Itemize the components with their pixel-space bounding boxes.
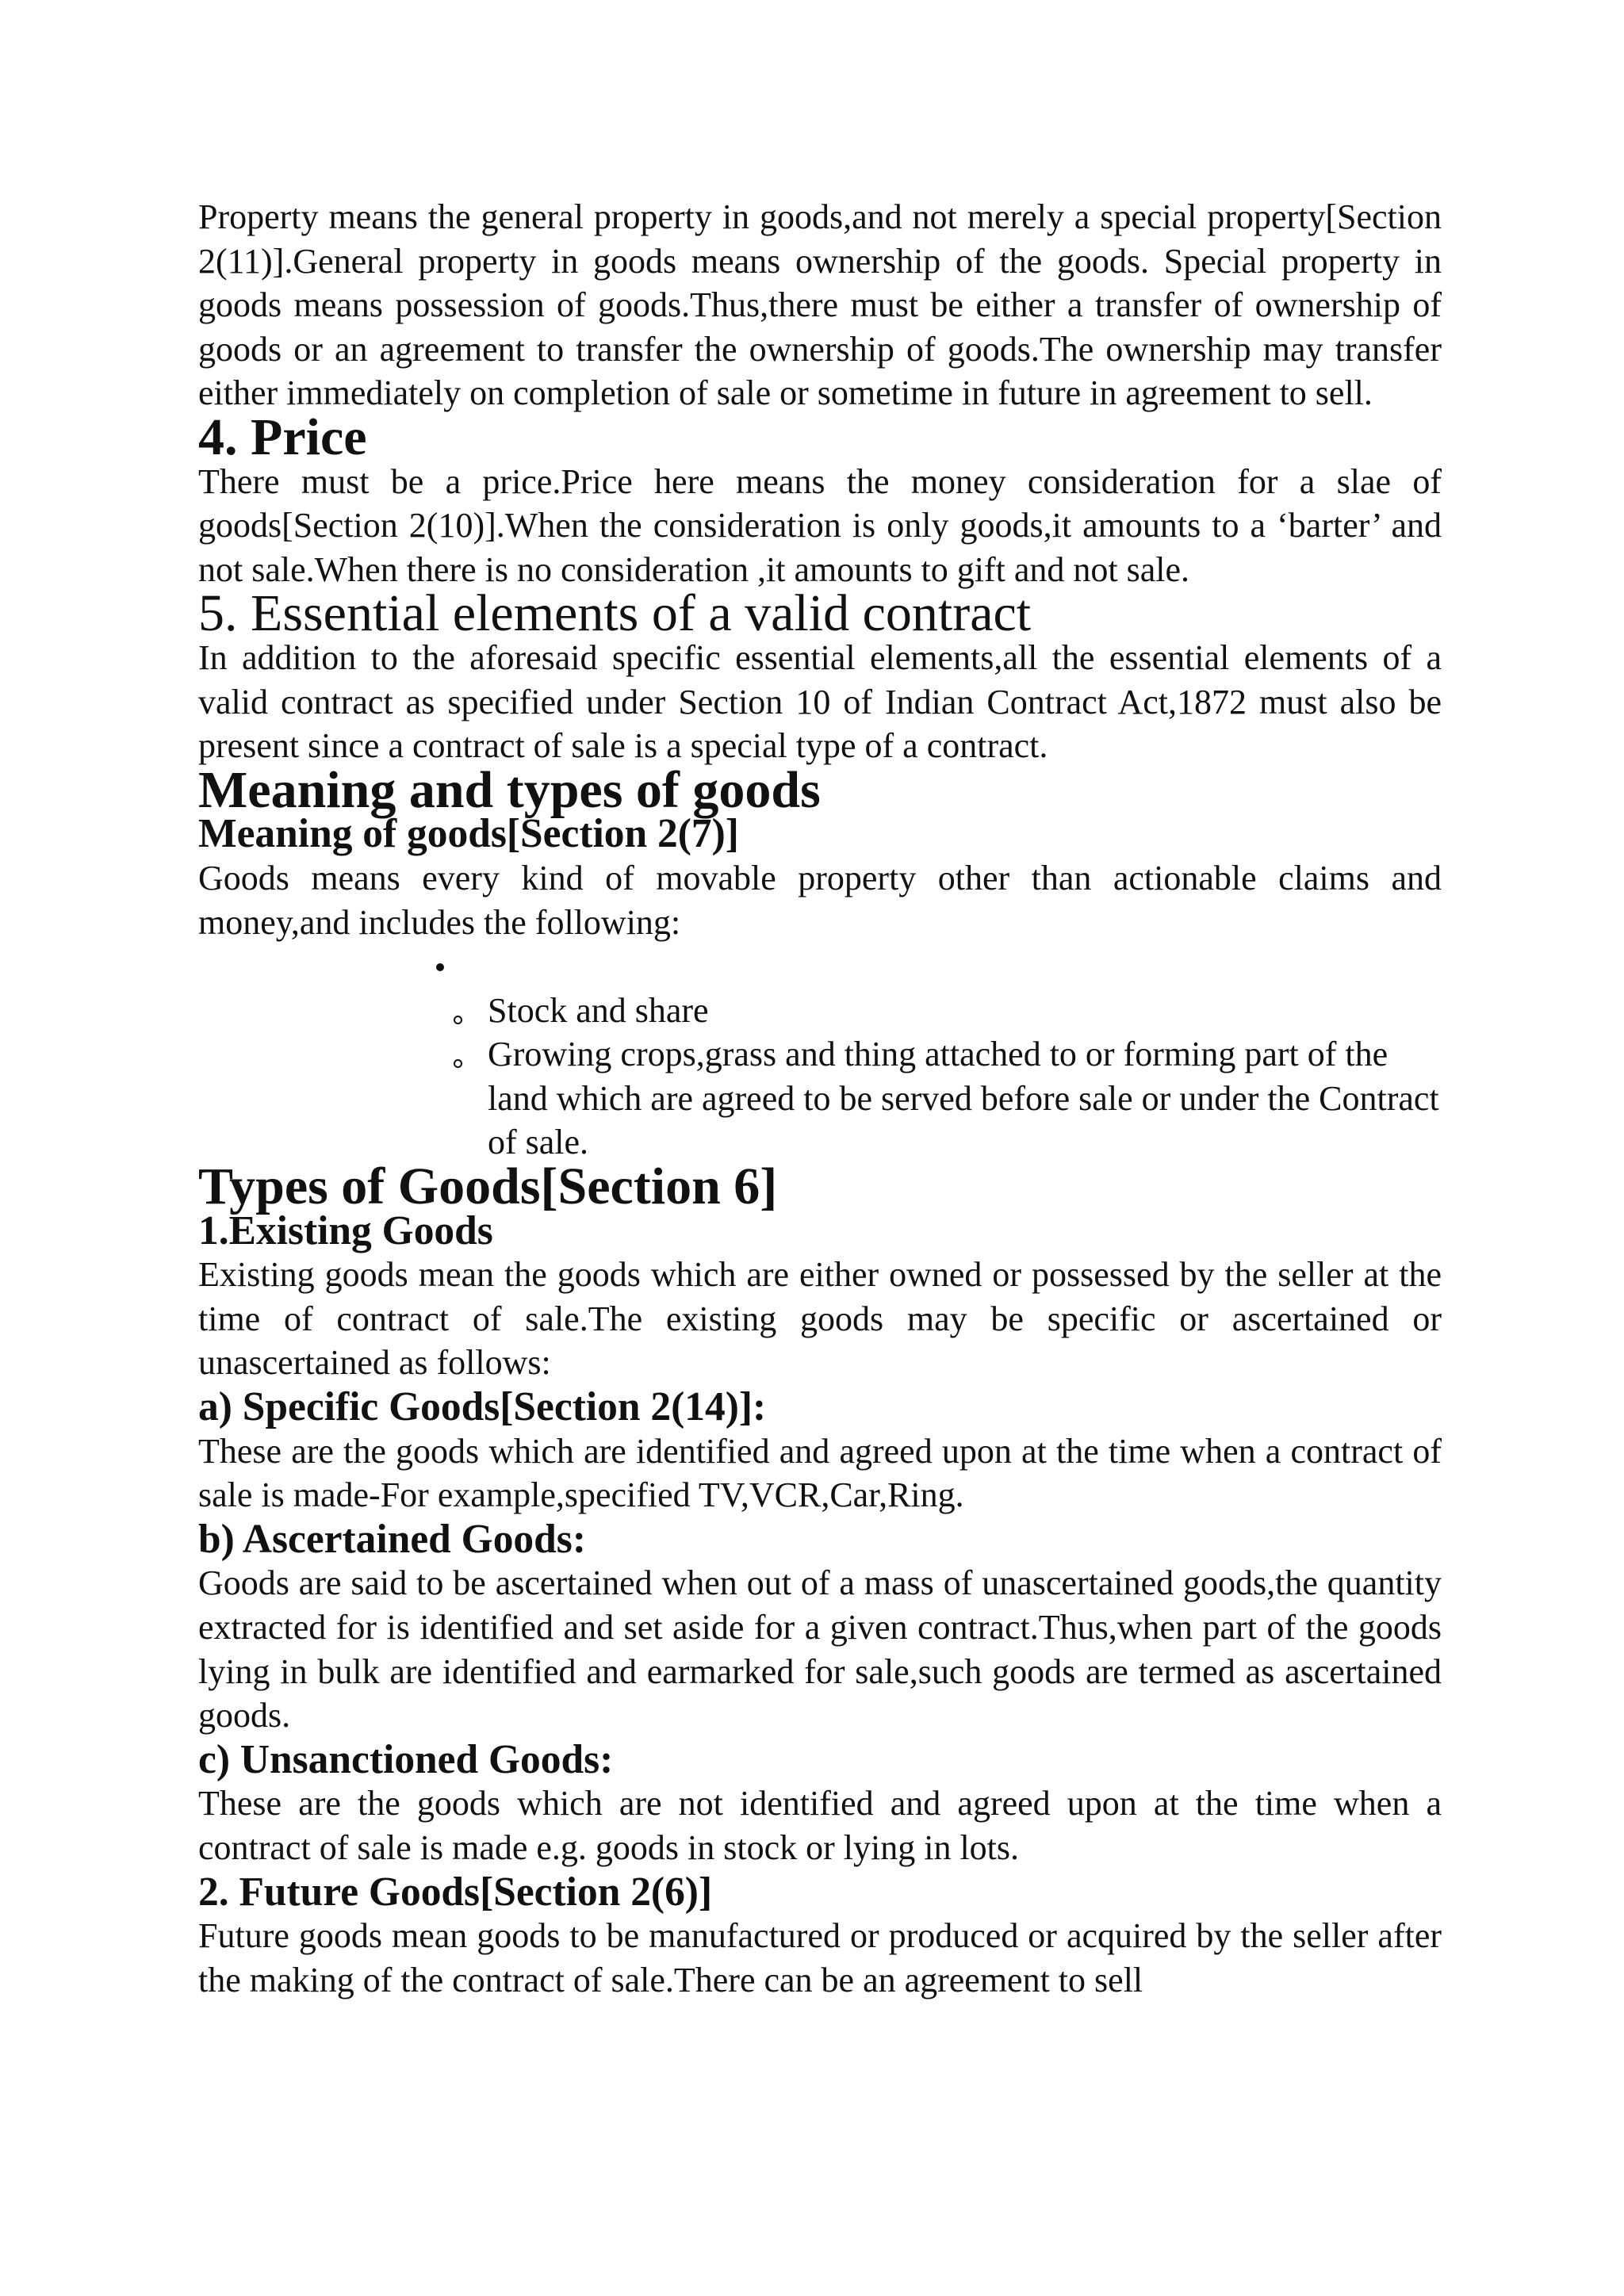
future-goods-paragraph: Future goods mean goods to be manufactured or produced or acquired by the seller after the making of the contract of sale.There can be an agreement to sell — [198, 1916, 1442, 1999]
meaning-types-heading: Meaning and types of goods — [198, 760, 821, 819]
essential-elements-heading: 5. Essential elements of a valid contract — [198, 584, 1032, 643]
existing-goods-heading: 1.Existing Goods — [198, 1207, 493, 1253]
list-item — [198, 989, 1442, 1033]
list-item-text: Growing crops,grass and thing attached to or forming part of the land which are agreed to be served before sale or under the Contract of sale. — [488, 1035, 1439, 1162]
meaning-of-goods-paragraph: Goods means every kind of movable property other than actionable claims and money,and includes the following: — [198, 858, 1442, 942]
unsanctioned-goods-paragraph: These are the goods which are not identified and agreed upon at the time when a contract of sale is made e.g. goods in stock or lying in lots. — [198, 1784, 1442, 1867]
existing-goods-paragraph: Existing goods mean the goods which are either owned or possessed by the seller at the time of contract of sale.The existing goods may be specific or ascertained or unascertained as follows: — [198, 1255, 1442, 1383]
price-heading: 4. Price — [198, 408, 367, 466]
essential-elements-paragraph: In addition to the aforesaid specific essential elements,all the essential elements of a valid contract as specified under Section 10 of Indian Contract Act,1872 must also be present since a contract of sale is a special type of a contract. — [198, 637, 1442, 766]
types-of-goods-heading: Types of Goods[Section 6] — [198, 1158, 778, 1216]
specific-goods-heading: a) Specific Goods[Section 2(14)]: — [198, 1384, 767, 1430]
ascertained-goods-heading: b) Ascertained Goods: — [198, 1516, 586, 1562]
unsanctioned-goods-heading: c) Unsanctioned Goods: — [198, 1736, 614, 1782]
list-item-text: Stock and share — [488, 990, 709, 1030]
empty-bullet-item — [198, 944, 1442, 989]
future-goods-heading: 2. Future Goods[Section 2(6)] — [198, 1869, 713, 1915]
meaning-of-goods-heading: Meaning of goods[Section 2(7)] — [198, 811, 739, 857]
specific-goods-paragraph: These are the goods which are identified and agreed upon at the time when a contract of sale is made-For example,specified TV,VCR,Car,Ring. — [198, 1431, 1442, 1515]
price-paragraph: There must be a price.Price here means the money consideration for a slae of goods[Section 2(10)].When the consideration is only goods,it amounts to a ‘barter’ and not sale.When there is no consideration ,it amounts to gift and not sale. — [198, 461, 1442, 589]
list-item — [198, 1032, 1442, 1165]
intro-paragraph: Property means the general property in goods,and not merely a special property[Section 2(11)].General property in goods means ownership of the goods. Special property in goods means possession of goods.Thus,there must be either a transfer of ownership of goods or an agreement to transfer the ownership of goods.The ownership may transfer either immediately on completion of sale or sometime in future in agreement to sell. — [198, 197, 1442, 413]
circle-bullet-icon — [454, 1059, 462, 1068]
goods-includes-list — [198, 944, 1442, 1165]
bullet-dot-icon — [436, 963, 444, 971]
document-page — [198, 195, 1442, 2002]
circle-bullet-icon — [454, 1016, 462, 1024]
ascertained-goods-paragraph: Goods are said to be ascertained when out of a mass of unascertained goods,the quantity extracted for is identified and set aside for a given contract.Thus,when part of the goods lying in bulk are identified and earmarked for sale,such goods are termed as ascertained goods. — [198, 1563, 1442, 1735]
